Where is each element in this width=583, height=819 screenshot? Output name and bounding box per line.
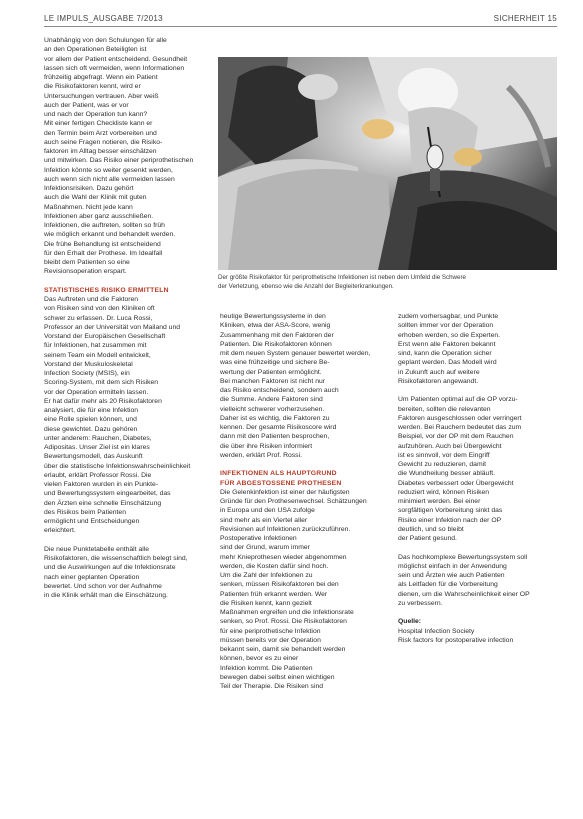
text-line: Infektionen aber ganz ausschließen. (44, 212, 154, 220)
text-column-1 (44, 36, 204, 600)
text-line: Infection Society (MSIS), ein (44, 370, 130, 377)
text-line: Infektionsrisiken. Dazu gehört (44, 185, 134, 192)
text-line: Hospital Infection Society (398, 627, 475, 635)
text-line: die Wundheilung besser abläuft. (398, 470, 495, 478)
text-line: Bei manchen Faktoren ist nicht nur (220, 377, 326, 385)
text-line: die Summe. Andere Faktoren sind (220, 396, 323, 404)
text-line: werden, die Kosten dafür sind hoch. (220, 562, 329, 570)
text-line: Untersuchungen vertrauen. Aber weiß (44, 92, 159, 100)
section-heading: FÜR ABGESTOSSENE PROTHESEN (220, 479, 342, 487)
text-line: Infektion könnte so weiter gesenkt werden, (44, 166, 173, 174)
text-line: Bewertungsmodell, das Auskunft (44, 453, 143, 461)
text-line: Postoperative Infektionen (220, 535, 297, 542)
text-line: faktoren im Alltag besser einschätzen (44, 148, 157, 155)
text-line: Er hat dafür mehr als 20 Risikofaktoren (44, 397, 162, 405)
text-line: ist es sinnvoll, vor dem Eingriff (398, 451, 490, 459)
text-line: sein und Ärzten wie auch Patienten (398, 572, 505, 579)
text-line: sind der Grund, warum immer (220, 544, 310, 552)
text-line: bekannt sein, damit sie behandelt werden (220, 646, 346, 653)
text-line: mit dem neuen System genauer bewertet werden, (220, 350, 371, 357)
text-line: geplant werden. Das Modell wird (398, 359, 497, 367)
text-line: senken, so Prof. Rossi. Die Risikofaktoren (220, 618, 347, 626)
text-line: vor der Operation ermitteln lassen. (44, 388, 149, 396)
section-heading: STATISTISCHES RISIKO ERMITTELN (44, 286, 169, 294)
text-line: bereiten, sollten die relevanten (398, 405, 491, 413)
text-line: Quelle: (398, 618, 422, 626)
text-line: in Zukunft auch auf weitere (398, 368, 480, 376)
text-line: das Risiko entscheidend, sondern auch (220, 387, 339, 394)
text-line: Die Gelenkinfektion ist einer der häufigsten (220, 488, 350, 496)
text-line: zu verbessern. (398, 599, 443, 607)
text-line: Teil der Therapie. Die Risiken sind (220, 683, 324, 690)
text-line: sorgfältigen Vorbereitung sinkt das (398, 507, 503, 515)
text-line: können, bevor es zu einer (220, 655, 299, 663)
text-line: Die frühe Behandlung ist entscheidend (44, 240, 161, 248)
text-line: bewertet. Und schon vor der Aufnahme (44, 582, 162, 590)
caption-line: Der größte Risikofaktor für periprothetische Infektionen ist neben dem Umfeld die Schwere (218, 274, 466, 281)
text-column-2 (220, 312, 380, 691)
text-line: die Risikofaktoren kennt, wird er (44, 83, 141, 91)
text-line: reduziert wird, können Risiken (398, 488, 490, 496)
text-line: Risk factors for postoperative infection (398, 636, 514, 644)
text-line: Infektion kommt. Die Patienten (220, 664, 313, 672)
text-line: den Ärzten eine schnelle Einschätzung (44, 499, 162, 507)
text-line: sind, kann die Operation sicher (398, 350, 492, 357)
text-line: vielen Faktoren wurden in ein Punkte- (44, 481, 159, 488)
text-line: und mitwirken. Das Risiko einer periprothetischen (44, 157, 194, 165)
text-line: Erst wenn alle Faktoren bekannt (398, 340, 496, 348)
text-line: müssen bereits vor der Operation (220, 636, 321, 644)
text-line: was eine frühzeitige und sichere Be- (220, 359, 330, 367)
text-line: sind mehr als ein Viertel aller (220, 516, 308, 524)
text-line: Um die Zahl der Infektionen zu (220, 572, 313, 579)
text-line: Daher ist es wichtig, die Faktoren zu (220, 414, 330, 422)
text-line: in die Klinik erhält man die Einschätzung. (44, 592, 168, 599)
text-line: auch seine Fragen notieren, die Risiko- (44, 138, 163, 146)
text-line: die über ihre Risiken informiert (220, 442, 313, 450)
running-header-right: SICHERHEIT 15 (493, 14, 557, 23)
text-line: Gewicht zu reduzieren, damit (398, 461, 487, 468)
text-line: analysiert, die für eine Infektion (44, 407, 139, 414)
text-line: die Risiken kennt, kann gezielt (220, 599, 312, 607)
text-line: unter anderem: Rauchen, Diabetes, (44, 434, 152, 442)
caption-line: der Verletzung, ebenso wie die Anzahl der Begleiterkrankungen. (218, 283, 394, 291)
text-line: werden. Bei Rauchern bedeutet das zum (398, 424, 522, 431)
text-line: wie möglich erkannt und behandelt werden. (44, 231, 176, 239)
text-line: Patienten früh erkannt werden. Wer (220, 590, 328, 598)
text-line: Zusammenhang mit den Faktoren der (220, 331, 334, 339)
text-line: Scoring-System, mit dem sich Risiken (44, 379, 159, 387)
text-line: senken, müssen Risikofaktoren bei den (220, 581, 339, 589)
text-line: heutige Bewertungssysteme in den (220, 313, 326, 320)
text-line: zudem vorhersagbar, und Punkte (398, 313, 499, 320)
text-column-3 (398, 312, 558, 645)
text-line: von Risiken sind von den Kliniken oft (44, 305, 155, 313)
text-line: Risiko einer Infektion nach der OP (398, 516, 502, 524)
text-line: minimiert werden. Bei einer (398, 498, 481, 505)
text-line: Faktoren ausgeschlossen oder verringert (398, 414, 522, 422)
text-line: dienen, um die Wahrscheinlichkeit einer OP (398, 590, 530, 598)
paragraph-gap (398, 608, 558, 617)
text-line: Revisionen auf Infektionen zurückzuführen. (220, 525, 351, 533)
text-line: für den Erhalt der Prothese. Im Idealfall (44, 249, 163, 257)
text-line: Die neue Punktetabelle enthält alle (44, 545, 150, 553)
surgery-photo (218, 57, 557, 270)
text-line: aufzuhören. Auch bei Übergewicht (398, 442, 502, 450)
text-line: erhoben werden, so die Experten. (398, 331, 501, 339)
section-heading: INFEKTIONEN ALS HAUPTGRUND (220, 470, 337, 478)
photo-caption (218, 274, 557, 293)
text-line: auch der Patient, was er vor (44, 101, 129, 109)
text-line: Infektionen, die auftreten, sollten so früh (44, 222, 165, 229)
text-line: wertung der Patienten ermöglicht. (220, 368, 322, 376)
text-line: Revisionsoperation erspart. (44, 268, 127, 276)
text-line: Risikofaktoren, die wissenschaftlich belegt sind, (44, 555, 188, 562)
text-line: und nach der Operation tun kann? (44, 111, 148, 118)
text-line: Maßnahmen. Nicht jede kann (44, 203, 133, 211)
text-line: Das Auftreten und die Faktoren (44, 296, 139, 303)
text-line: Diabetes verbessert oder Übergewicht (398, 479, 514, 487)
text-line: diese gewichtet. Dazu gehören (44, 425, 138, 433)
text-line: Maßnahmen ergreifen und die Infektionsrate (220, 609, 354, 616)
text-line: Adipositas. Unser Ziel ist ein klares (44, 444, 150, 451)
text-line: bewegen dabei selbst einen wichtigen (220, 673, 335, 681)
text-line: für eine periprothetische Infektion (220, 627, 321, 635)
running-header-left: LE IMPULS_AUSGABE 7/2013 (44, 14, 163, 23)
text-line: über die statistische Infektionswahrscheinlichkeit (44, 462, 191, 470)
text-line: Vorstand der Europäischen Gesellschaft (44, 333, 166, 340)
text-line: Kliniken, etwa der ASA-Score, wenig (220, 322, 331, 330)
text-line: Gründe für den Prothesenwechsel. Schätzungen (220, 498, 367, 505)
text-line: Mit einer fertigen Checkliste kann er (44, 120, 153, 128)
text-line: an den Operationen Beteiligten ist (44, 46, 147, 54)
text-line: Patienten. Die Risikofaktoren können (220, 340, 332, 348)
text-line: seinem Team ein Modell entwickelt, (44, 351, 151, 359)
text-line: und Bewertungssystem eingearbeitet, das (44, 490, 171, 498)
text-line: auch die Wahl der Klinik mit guten (44, 194, 147, 202)
text-line: lassen sich oft vermeiden, wenn Informationen (44, 64, 185, 72)
text-line: mehr Knieprothesen wieder abgenommen (220, 553, 347, 561)
text-line: den Termin beim Arzt vorbereiten und (44, 129, 157, 137)
text-line: erleichtert. (44, 527, 76, 535)
text-line: vor allem der Patient entscheidend. Gesundheit (44, 55, 188, 63)
text-line: eine Rolle spielen können, und (44, 416, 137, 424)
text-line: deutlich, und so bleibt (398, 525, 464, 533)
text-line: Professor an der Universität von Mailand und (44, 323, 181, 331)
paragraph-gap (398, 543, 558, 552)
header-rule (44, 26, 557, 27)
text-line: sollten immer vor der Operation (398, 322, 494, 330)
text-line: schwer zu erfassen. Dr. Luca Rossi, (44, 314, 153, 322)
text-line: und die Auswirkungen auf die Infektionsrate (44, 564, 176, 572)
text-line: des Risikos beim Patienten (44, 508, 126, 516)
text-line: ermöglicht und Entscheidungen (44, 518, 140, 525)
paragraph-gap (398, 386, 558, 395)
text-line: als Leitfaden für die Vorbereitung (398, 581, 498, 589)
paragraph-gap (44, 536, 204, 545)
text-line: Risikofaktoren angewandt. (398, 377, 479, 385)
text-line: Unabhängig von den Schulungen für alle (44, 37, 167, 44)
text-line: Beispiel, vor der OP mit dem Rauchen (398, 433, 514, 441)
text-line: Das hochkomplexe Bewertungssystem soll (398, 553, 528, 561)
text-line: vielleicht schwerer vorherzusehen. (220, 405, 325, 413)
text-line: in Europa und den USA zufolge (220, 507, 315, 515)
paragraph-gap (220, 460, 380, 469)
text-line: dann mit den Patienten besprochen, (220, 433, 330, 441)
text-line: werden, erklärt Prof. Rossi. (220, 451, 302, 459)
text-line: der Patient gesund. (398, 535, 457, 542)
text-line: kennen. Der gesamte Risikoscore wird (220, 424, 337, 431)
text-line: auch wenn sich nicht alle vermeiden lassen (44, 175, 175, 183)
text-line: möglichst einfach in der Anwendung (398, 562, 507, 570)
text-line: bleibt dem Patienten so eine (44, 259, 130, 266)
text-line: für Infektionen, hat zusammen mit (44, 342, 147, 350)
text-line: frühzeitig abgefragt. Wenn ein Patient (44, 74, 158, 81)
text-line: Vorstand der Muskuloskeletal (44, 360, 133, 368)
paragraph-gap (44, 277, 204, 286)
text-line: nach einer geplanten Operation (44, 573, 140, 581)
text-line: Um Patienten optimal auf die OP vorzu- (398, 396, 518, 404)
text-line: erlaubt, erklärt Professor Rossi. Die (44, 471, 152, 479)
